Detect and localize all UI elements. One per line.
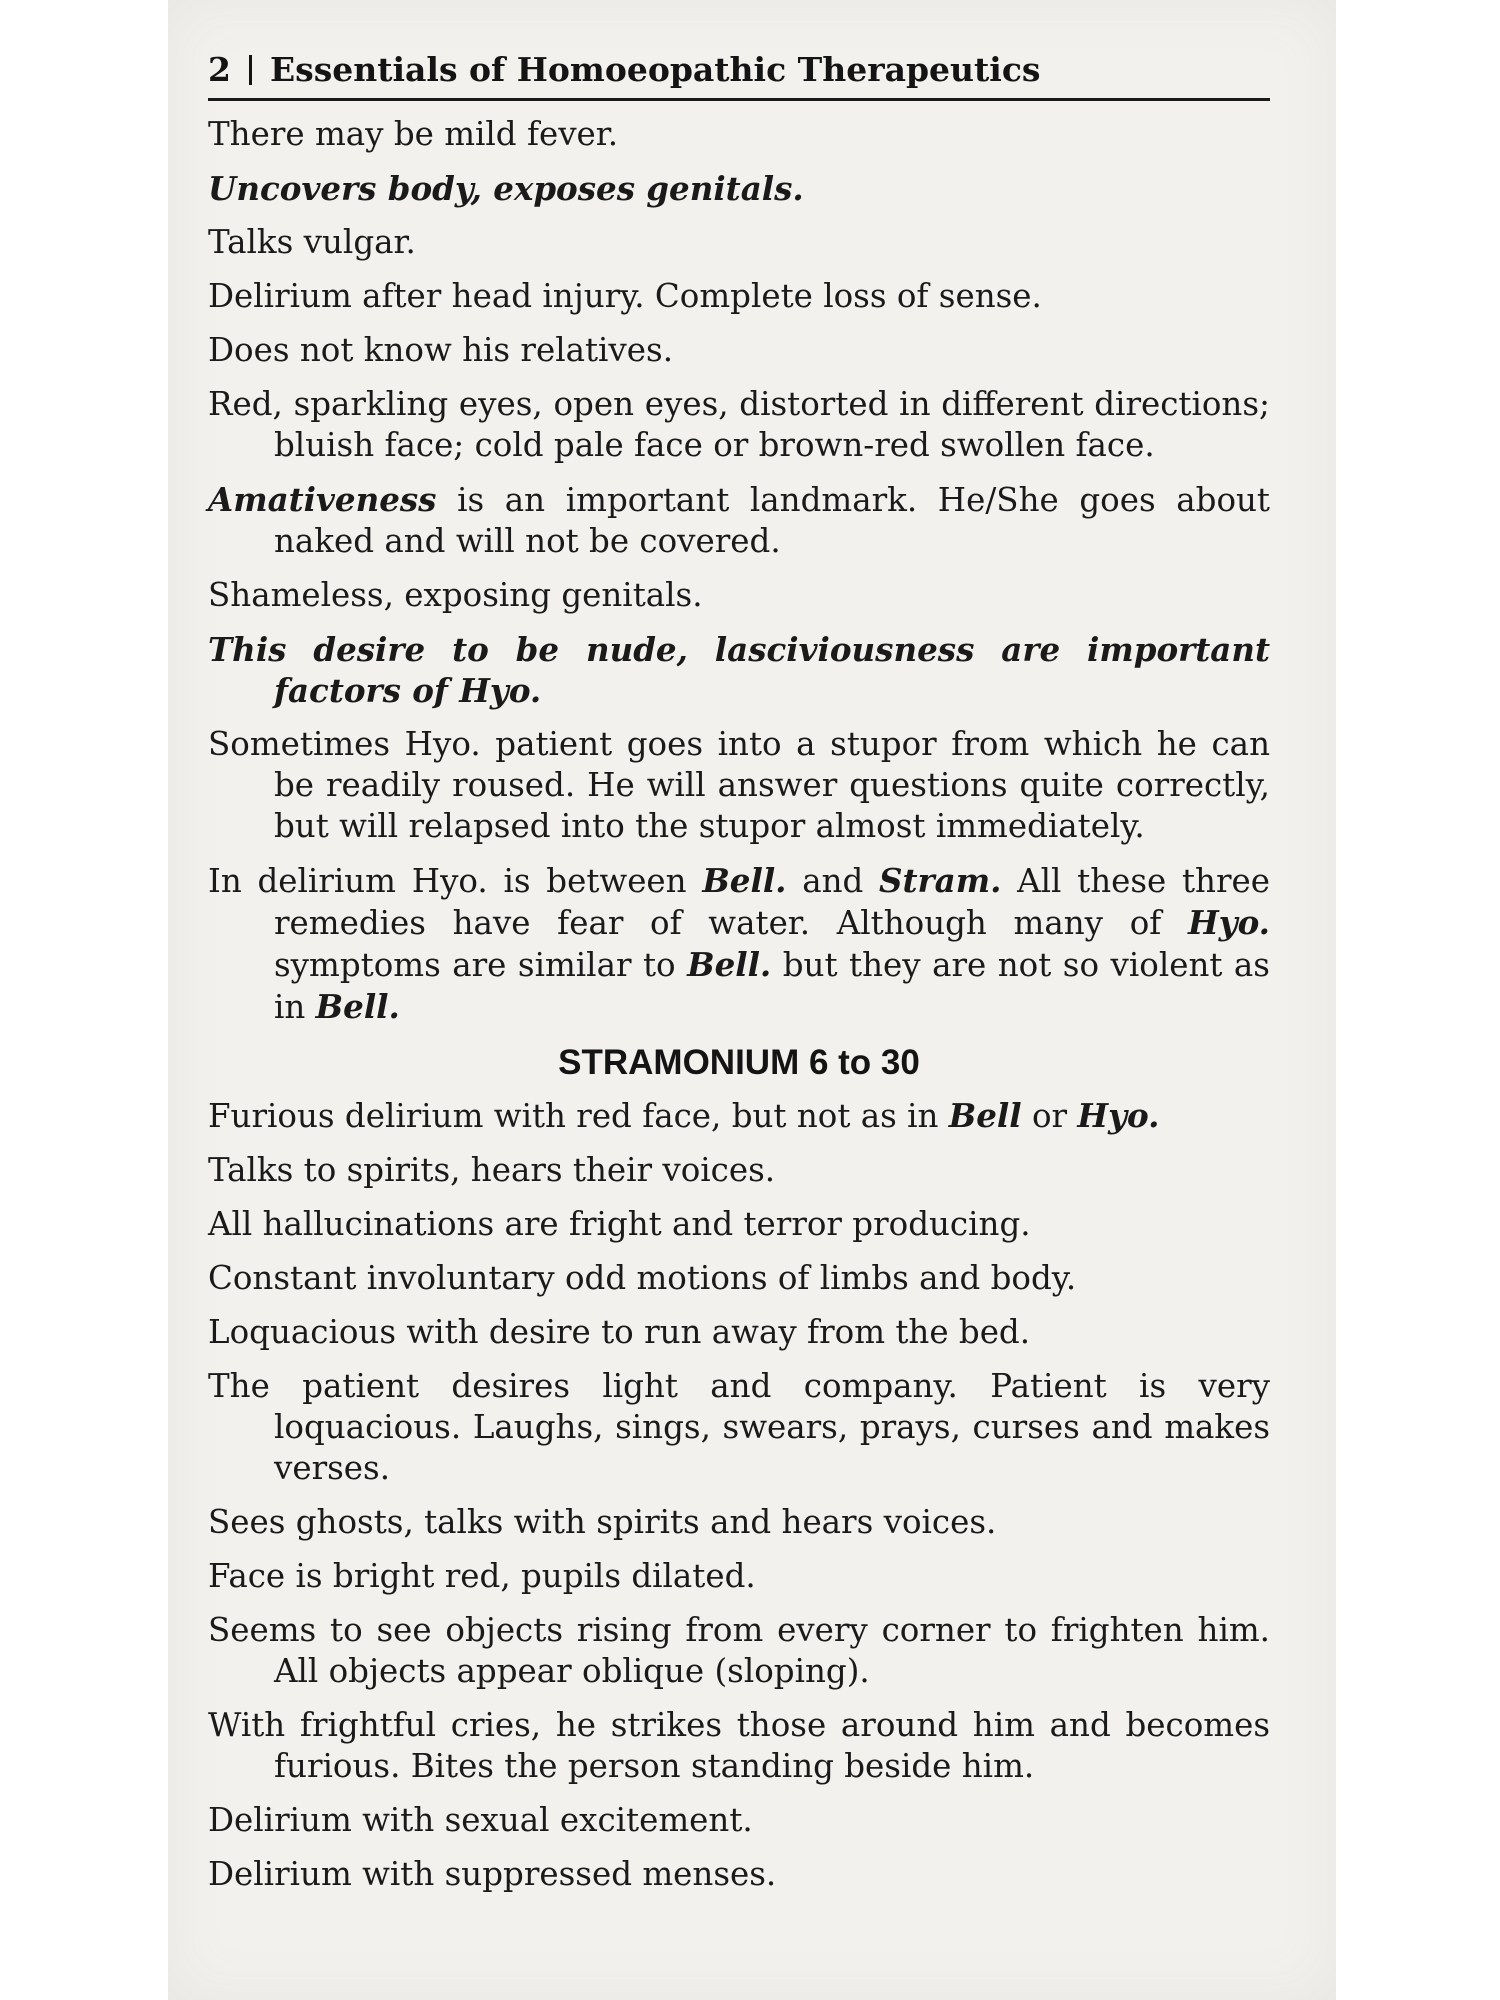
book-title: Essentials of Homoeopathic Therapeutics (269, 50, 1041, 89)
hyo-line-relatives: Does not know his relatives. (208, 331, 674, 369)
comparison-text-1: In delirium Hyo. is between (208, 862, 703, 900)
hyo-line-nude-desire: This desire to be nude, lasciviousness are important factors of Hyo. (208, 630, 1270, 710)
hyo-line-amativeness (208, 479, 1270, 562)
stram-line-ghosts: Sees ghosts, talks with spirits and hears voices. (208, 1503, 997, 1541)
hyo-line-shameless: Shameless, exposing genitals. (208, 576, 703, 614)
comparison-text-2: and (786, 862, 880, 900)
remedy-stram: Stram. (879, 861, 1002, 900)
stram-line-furious (208, 1095, 1270, 1137)
hyo-line-uncovers-body: Uncovers body, exposes genitals. (208, 169, 804, 208)
hyo-line-eyes-face: Red, sparkling eyes, open eyes, distorted in different directions; bluish face; cold pale face or brown-red swollen face. (208, 385, 1270, 464)
remedy-bell: Bell. (702, 861, 787, 900)
remedy-hyo-2: Hyo. (1077, 1096, 1160, 1135)
stram-line-light-company: The patient desires light and company. Patient is very loquacious. Laughs, sings, swears, prays, curses and makes verses. (208, 1367, 1270, 1487)
hyo-line-comparison (208, 860, 1270, 1028)
remedy-bell-4: Bell (948, 1096, 1022, 1135)
hyo-line-mild-fever: There may be mild fever. (208, 115, 619, 153)
amativeness-text: is an important landmark. He/She goes about naked and will not be covered. (274, 481, 1270, 560)
stram-line-face-red: Face is bright red, pupils dilated. (208, 1557, 756, 1595)
stram-line-sexual: Delirium with sexual excitement. (208, 1801, 753, 1839)
comparison-text-3: All these three remedies have fear of water. Although many of (274, 862, 1270, 942)
header-separator (249, 55, 252, 85)
furious-text-2: or (1021, 1097, 1078, 1135)
remedy-bell-3: Bell. (315, 987, 400, 1026)
stram-line-objects: Seems to see objects rising from every corner to frighten him. All objects appear oblique (sloping). (208, 1611, 1270, 1690)
comparison-text-5: but they are not so violent as in (274, 946, 1270, 1026)
page-body (208, 114, 1270, 1908)
stram-line-spirits: Talks to spirits, hears their voices. (208, 1151, 776, 1189)
remedy-hyo: Hyo. (1187, 903, 1270, 942)
running-header (208, 50, 1270, 101)
hyo-line-talks-vulgar: Talks vulgar. (208, 223, 416, 261)
remedy-bell-2: Bell. (687, 945, 772, 984)
page-number: 2 (208, 50, 231, 89)
stram-line-loquacious: Loquacious with desire to run away from the bed. (208, 1313, 1031, 1351)
comparison-text-4: symptoms are similar to (274, 946, 688, 984)
hyo-line-head-injury: Delirium after head injury. Complete loss of sense. (208, 277, 1042, 315)
stram-line-menses: Delirium with suppressed menses. (208, 1855, 777, 1893)
stram-line-motions: Constant involuntary odd motions of limbs and body. (208, 1259, 1077, 1297)
stram-line-frightful-cries: With frightful cries, he strikes those around him and becomes furious. Bites the person standing beside him. (208, 1706, 1270, 1785)
hyo-line-stupor: Sometimes Hyo. patient goes into a stupor from which he can be readily roused. He will answer questions quite correctly, but will relapsed into the stupor almost immediately. (208, 725, 1270, 845)
furious-text-1: Furious delirium with red face, but not as in (208, 1097, 949, 1135)
section-title-stramonium: STRAMONIUM 6 to 30 (558, 1043, 920, 1082)
stram-line-hallucinations: All hallucinations are fright and terror producing. (208, 1205, 1031, 1243)
amativeness-term: Amativeness (208, 480, 437, 519)
